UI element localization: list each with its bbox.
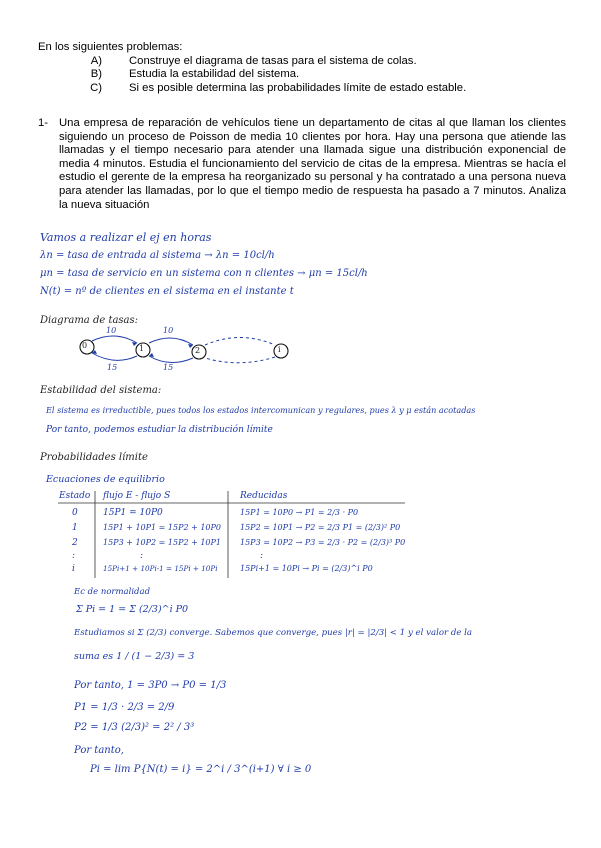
state-label: 2 (195, 346, 201, 355)
p2-line: P2 = 1/3 (2/3)² = 2² / 3³ (74, 722, 195, 733)
arrival-rate-label: 10 (163, 326, 174, 335)
convergence-line-1: Estudiamos si Σ (2/3) converge. Sabemos que converge, pues |r| = |2/3| < 1 y el valor de la (74, 628, 473, 638)
option-text: Construye el diagrama de tasas para el sistema de colas. (129, 54, 417, 67)
table-cell: 0 (72, 508, 78, 518)
stability-line-2: Por tanto, podemos estudiar la distribución límite (46, 425, 273, 435)
table-cell: : (72, 551, 76, 561)
note-line-3: μn = tasa de servicio en un sistema con n clientes → μn = 15cl/h (40, 268, 368, 279)
p1-line: P1 = 1/3 · 2/3 = 2/9 (74, 702, 175, 713)
table-cell: 1 (72, 523, 78, 533)
service-rate-label: 15 (107, 363, 118, 372)
convergence-line-2: suma es 1 / (1 − 2/3) = 3 (74, 651, 195, 662)
p0-line: Por tanto, 1 = 3P0 → P0 = 1/3 (74, 680, 227, 691)
table-cell: 15P1 + 10P1 = 15P2 + 10P0 (103, 523, 221, 532)
table-cell: : (140, 551, 144, 561)
table-cell: 15Pi+1 = 10Pi → Pi = (2/3)^i P0 (240, 564, 373, 573)
table-header: Reducidas (240, 491, 288, 501)
table-cell: 15Pi+1 + 10Pi-1 = 15Pi + 10Pi (103, 564, 218, 573)
arrival-rate-label: 10 (106, 326, 117, 335)
note-line-1: Vamos a realizar el ej en horas (40, 231, 212, 244)
problem-text: Una empresa de reparación de vehículos tiene un departamento de citas al que llaman los clientes siguiendo un proceso de Poisson de media 10 clientes por hora. Hay una persona que atiende las llamadas y el tiempo necesario para atender una llamada sigue una distribución exponencial de media 4 minutos. Estudia el funcionamiento del servicio de citas de la empresa. Mientras se hacía el estudio el gerente de la empresa ha reorganizado su personal y ha contratado a una persona nueva para atender las llamadas, por lo que el tiempo medio de respuesta ha pasado a 7 minutos. Analiza la nueva situación (59, 117, 566, 211)
probabilities-title: Probabilidades límite (40, 452, 148, 463)
state-label: 0 (82, 341, 88, 350)
table-cell: 15P1 = 10P0 (103, 508, 163, 518)
stability-title: Estabilidad del sistema: (40, 385, 162, 396)
table-cell: : (260, 551, 264, 561)
table-cell: 15P1 = 10P0 → P1 = 2/3 · P0 (240, 508, 359, 517)
state-label: i (278, 345, 281, 354)
table-cell: 2 (72, 538, 78, 548)
option-key: B) (90, 68, 102, 81)
diagram-title: Diagrama de tasas: (40, 315, 139, 326)
option-text: Estudia la estabilidad del sistema. (129, 68, 300, 81)
final-line-1: Por tanto, (74, 745, 124, 756)
note-line-2: λn = tasa de entrada al sistema → λn = 10cl/h (40, 250, 275, 261)
table-cell: 15P3 + 10P2 = 15P2 + 10P1 (103, 538, 221, 547)
normalization-equation: Σ Pi = 1 = Σ (2/3)^i P0 (76, 604, 189, 615)
state-label: 1 (139, 344, 145, 353)
service-rate-label: 15 (163, 363, 174, 372)
stability-line-1: El sistema es irreductible, pues todos los estados intercomunican y regulares, pues λ y μ están acotadas (46, 405, 476, 415)
option-key: A) (90, 54, 102, 67)
intro-heading: En los siguientes problemas: (38, 41, 183, 53)
table-header: Estado (59, 491, 91, 501)
option-text: Si es posible determina las probabilidades límite de estado estable. (129, 81, 467, 94)
table-cell: 15P2 = 10P1 → P2 = 2/3 P1 = (2/3)² P0 (240, 523, 401, 532)
normalization-title: Ec de normalidad (74, 587, 151, 597)
table-header: flujo E - flujo S (103, 491, 171, 501)
problem-number: 1- (38, 117, 49, 129)
note-line-4: N(t) = nº de clientes en el sistema en el instante t (40, 286, 294, 297)
state-node (274, 344, 288, 358)
table-cell: 15P3 = 10P2 → P3 = 2/3 · P2 = (2/3)³ P0 (240, 538, 406, 547)
final-line-2: Pi = lim P{N(t) = i} = 2^i / 3^(i+1) ∀ i ≥ 0 (90, 764, 312, 775)
option-key: C) (90, 81, 102, 94)
equilibrium-title: Ecuaciones de equilibrio (46, 474, 165, 485)
table-cell: i (72, 564, 75, 574)
